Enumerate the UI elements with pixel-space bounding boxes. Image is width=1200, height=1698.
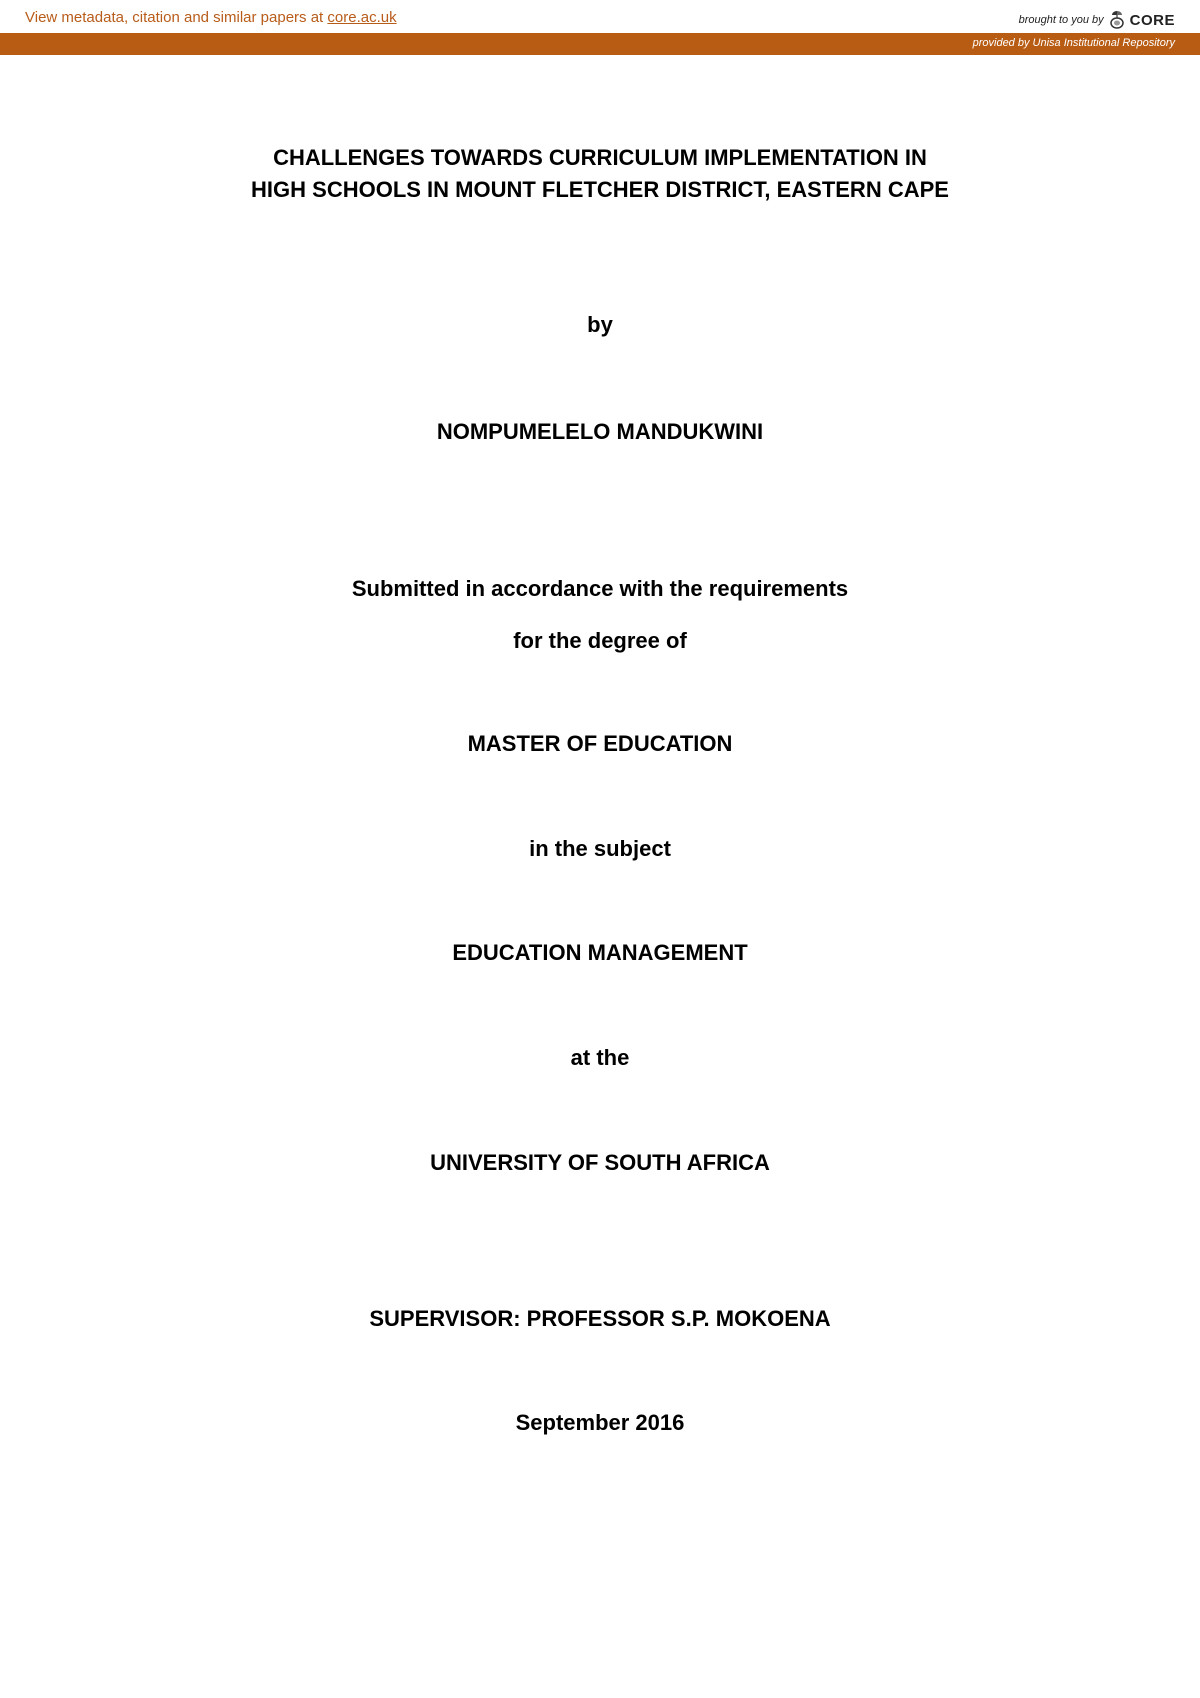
subject-name: EDUCATION MANAGEMENT [452,940,748,965]
core-logo-text: CORE [1129,11,1175,29]
title-line-2: HIGH SCHOOLS IN MOUNT FLETCHER DISTRICT, EASTERN CAPE [251,177,949,202]
university-name: UNIVERSITY OF SOUTH AFRICA [430,1150,770,1175]
core-brand[interactable] [1019,9,1175,31]
title-line-1: CHALLENGES TOWARDS CURRICULUM IMPLEMENTATION IN [273,145,927,170]
provided-by-text: provided by Unisa Institutional Repository [972,37,1175,49]
thesis-title [0,142,1200,206]
at-the-label: at the [570,1045,630,1070]
core-header [0,0,1200,33]
core-provided-bar [0,33,1200,55]
core-metadata-label: View metadata, citation and similar papers at [25,9,328,26]
submission-statement-line-1: Submitted in accordance with the requirements [351,576,849,601]
degree-name: MASTER OF EDUCATION [467,731,733,756]
core-link[interactable]: core.ac.uk [327,9,397,26]
core-logo-icon [1108,9,1126,31]
submission-statement-line-2: for the degree of [513,628,687,653]
author-name: NOMPUMELELO MANDUKWINI [436,419,764,444]
supervisor-line: SUPERVISOR: PROFESSOR S.P. MOKOENA [369,1306,831,1331]
by-label: by [587,312,613,337]
core-metadata-text [25,9,397,26]
brought-to-you-text: brought to you by [1018,14,1104,26]
submission-date: September 2016 [515,1410,685,1435]
subject-intro: in the subject [529,836,671,861]
